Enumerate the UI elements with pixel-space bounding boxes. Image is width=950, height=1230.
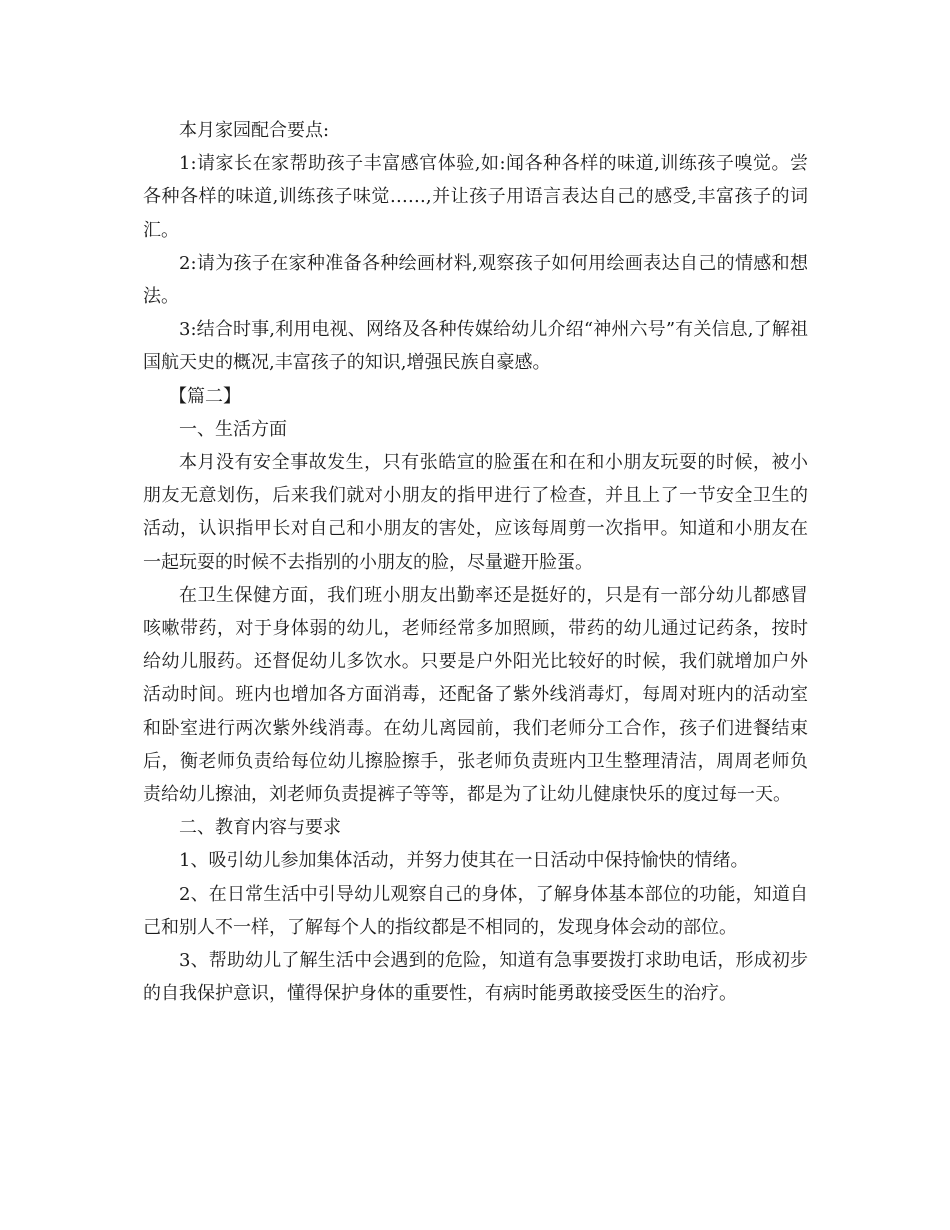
part-heading: 【篇二】 [169, 385, 241, 407]
education-item-1: 1、吸引幼儿参加集体活动，并努力使其在一日活动中保持愉快的情绪。 [179, 850, 749, 872]
education-item-3: 3、帮助幼儿了解生活中会遇到的危险，知道有急事要拨打求助电话，形成初步的自我保护意识，懂得保护身体的重要性，有病时能勇敢接受医生的治疗。 [143, 950, 808, 1005]
cooperation-item-1: 1:请家长在家帮助孩子丰富感官体验,如:闻各种各样的味道,训练孩子嗅觉。尝各种各样的味道,训练孩子味觉……,并让孩子用语言表达自己的感受,丰富孩子的词汇。 [143, 153, 808, 241]
life-paragraph-2: 在卫生保健方面，我们班小朋友出勤率还是挺好的，只是有一部分幼儿都感冒咳嗽带药，对于身体弱的幼儿，老师经常多加照顾，带药的幼儿通过记药条，按时给幼儿服药。还督促幼儿多饮水。只要是户外阳光比较好的时候，我们就增加户外活动时间。班内也增加各方面消毒，还配备了紫外线消毒灯，每周对班内的活动室和卧室进行两次紫外线消毒。在幼儿离园前，我们老师分工合作，孩子们进餐结束后，衡老师负责给每位幼儿擦脸擦手，张老师负责班内卫生整理清洁，周周老师负责给幼儿擦油，刘老师负责提裤子等等，都是为了让幼儿健康快乐的度过每一天。 [143, 584, 808, 806]
life-paragraph-1: 本月没有安全事故发生，只有张皓宣的脸蛋在和在和小朋友玩耍的时候，被小朋友无意划伤，后来我们就对小朋友的指甲进行了检查，并且上了一节安全卫生的活动，认识指甲长对自己和小朋友的害处，应该每周剪一次指甲。知道和小朋友在一起玩耍的时候不去指别的小朋友的脸，尽量避开脸蛋。 [143, 452, 808, 573]
cooperation-item-2: 2:请为孩子在家种准备各种绘画材料,观察孩子如何用绘画表达自己的情感和想法。 [143, 252, 808, 308]
section-title: 本月家园配合要点: [179, 120, 330, 141]
cooperation-item-3: 3:结合时事,利用电视、网络及各种传媒给幼儿介绍“神州六号”有关信息,了解祖国航天史的概况,丰富孩子的知识,增强民族自豪感。 [143, 319, 808, 374]
education-item-2: 2、在日常生活中引导幼儿观察自己的身体，了解身体基本部位的功能，知道自己和别人不一样，了解每个人的指纹都是不相同的，发现身体会动的部位。 [143, 883, 808, 938]
document-body [143, 114, 808, 1010]
education-heading: 二、教育内容与要求 [179, 817, 341, 839]
life-heading: 一、生活方面 [179, 418, 287, 440]
